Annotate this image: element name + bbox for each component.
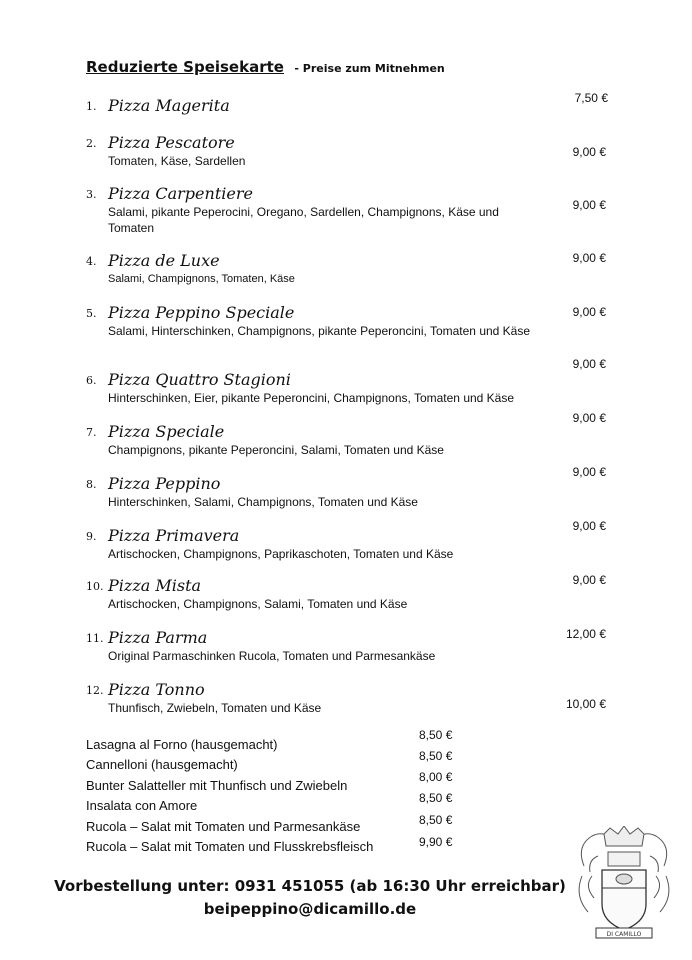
- item-number: 6.: [86, 374, 97, 387]
- item-description: Artischocken, Champignons, Salami, Tomaten und Käse: [108, 597, 408, 611]
- item-number: 5.: [86, 307, 97, 320]
- item-number: 7.: [86, 426, 97, 439]
- item-name: Pizza Peppino: [108, 474, 221, 493]
- extra-price: 8,50 €: [419, 749, 453, 763]
- item-description: Artischocken, Champignons, Paprikaschoten, Tomaten und Käse: [108, 547, 454, 561]
- item-description: Salami, Champignons, Tomaten, Käse: [108, 273, 295, 285]
- item-number: 1.: [86, 100, 97, 113]
- phone-line: Vorbestellung unter: 0931 451055 (ab 16:30 Uhr erreichbar): [54, 877, 566, 895]
- item-price: 10,00 €: [565, 697, 606, 711]
- item-price: 9,00 €: [572, 411, 606, 425]
- item-number: 4.: [86, 255, 97, 268]
- item-description: Salami, pikante Peperocini, Oregano, Sardellen, Champignons, Käse und Tomaten: [108, 205, 499, 235]
- item-name: Pizza Magerita: [108, 96, 230, 115]
- extra-name: Rucola – Salat mit Tomaten und Flusskrebsfleisch: [86, 839, 374, 854]
- item-number: 2.: [86, 137, 97, 150]
- item-price: 9,00 €: [572, 145, 606, 159]
- item-price: 9,00 €: [572, 305, 606, 319]
- item-description: Tomaten, Käse, Sardellen: [108, 154, 246, 168]
- item-description: Original Parmaschinken Rucola, Tomaten und Parmesankäse: [108, 649, 436, 663]
- extra-name: Bunter Salatteller mit Thunfisch und Zwiebeln: [86, 778, 348, 793]
- item-price: 9,00 €: [572, 519, 606, 533]
- item-number: 8.: [86, 478, 97, 491]
- extra-name: Rucola – Salat mit Tomaten und Parmesankäse: [86, 819, 361, 834]
- item-description: Champignons, pikante Peperoncini, Salami, Tomaten und Käse: [108, 443, 444, 457]
- email-address: beipeppino@dicamillo.de: [203, 900, 417, 918]
- item-price: 9,00 €: [572, 357, 606, 371]
- item-number: 12.: [86, 684, 104, 697]
- crest-text: DI CAMILLO: [606, 931, 642, 938]
- item-name: Pizza Tonno: [108, 680, 205, 699]
- menu-title: Reduzierte Speisekarte: [86, 58, 284, 76]
- extra-price: 8,50 €: [419, 728, 453, 742]
- item-name: Pizza de Luxe: [108, 251, 220, 270]
- item-description: Hinterschinken, Salami, Champignons, Tomaten und Käse: [108, 495, 418, 509]
- item-description: Hinterschinken, Eier, pikante Peperoncini, Champignons, Tomaten und Käse: [108, 391, 515, 405]
- item-number: 10.: [86, 580, 104, 593]
- menu-subtitle: - Preise zum Mitnehmen: [294, 62, 445, 75]
- extra-price: 8,50 €: [419, 791, 453, 805]
- menu-heading: [86, 58, 445, 77]
- item-description: Thunfisch, Zwiebeln, Tomaten und Käse: [108, 701, 322, 715]
- extra-name: Insalata con Amore: [86, 798, 198, 813]
- item-name: Pizza Quattro Stagioni: [108, 370, 291, 389]
- family-crest-icon: [574, 826, 674, 942]
- item-number: 9.: [86, 530, 97, 543]
- extra-price: 8,00 €: [419, 770, 453, 784]
- item-price: 12,00 €: [565, 627, 606, 641]
- item-price: 9,00 €: [572, 198, 606, 212]
- extra-price: 8,50 €: [419, 813, 453, 827]
- item-price: 9,00 €: [572, 465, 606, 479]
- item-name: Pizza Speciale: [108, 422, 225, 441]
- item-description: Salami, Hinterschinken, Champignons, pikante Peperoncini, Tomaten und Käse: [108, 324, 531, 338]
- extra-name: Lasagna al Forno (hausgemacht): [86, 737, 278, 752]
- item-number: 11.: [86, 632, 104, 645]
- item-name: Pizza Parma: [108, 628, 208, 647]
- item-name: Pizza Mista: [108, 576, 202, 595]
- item-price: 9,00 €: [572, 251, 606, 265]
- item-price: 9,00 €: [572, 573, 606, 587]
- extra-price: 9,90 €: [419, 835, 453, 849]
- extra-name: Cannelloni (hausgemacht): [86, 757, 238, 772]
- item-name: Pizza Peppino Speciale: [108, 303, 295, 322]
- item-name: Pizza Primavera: [108, 526, 240, 545]
- item-price: 7,50 €: [574, 91, 608, 105]
- item-name: Pizza Carpentiere: [108, 184, 253, 203]
- item-name: Pizza Pescatore: [108, 133, 235, 152]
- item-number: 3.: [86, 188, 97, 201]
